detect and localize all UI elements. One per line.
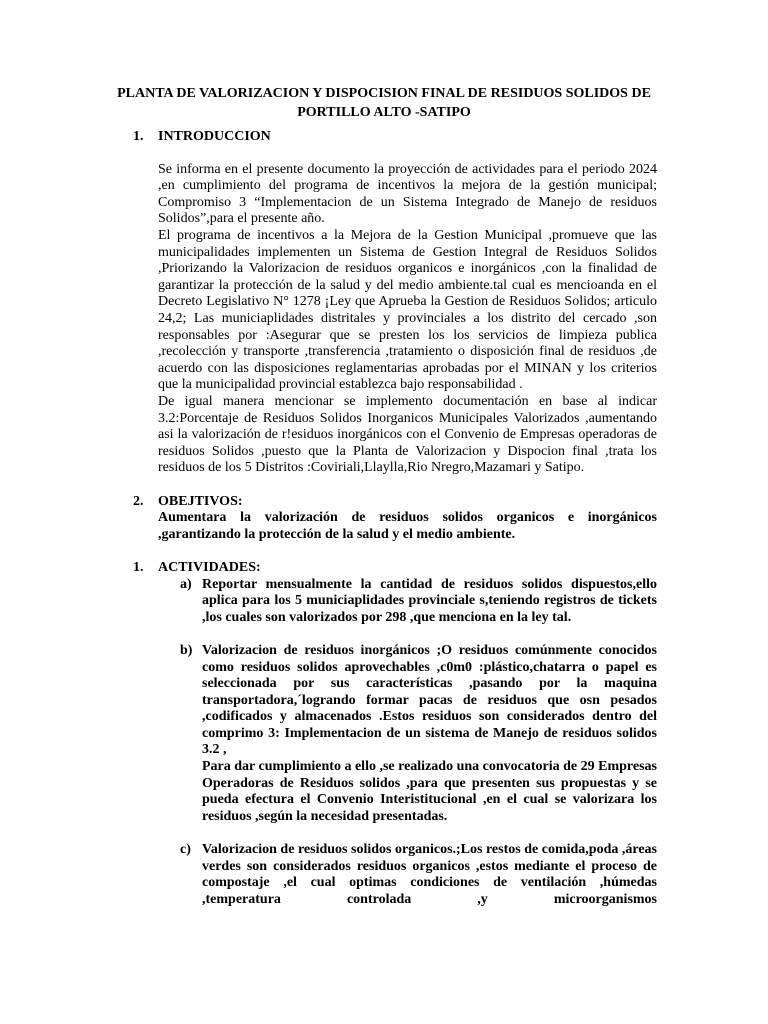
section-title: INTRODUCCION — [158, 128, 271, 144]
section-number: 1. — [133, 128, 144, 144]
section-title: ACTIVIDADES: — [158, 559, 261, 575]
section-title: OBEJTIVOS: — [158, 493, 243, 509]
section-body-introduccion — [158, 162, 657, 477]
section-heading-actividades — [133, 560, 657, 577]
activity-text — [202, 842, 657, 908]
activity-item-b — [180, 643, 657, 826]
paragraph: El programa de incentivos a la Mejora de la Gestion Municipal ,promueve que las municipalidades implementen un Sistema de Gestion Integral de Residuos Solidos ,Priorizando la Valorizacion de residuos organicos e inorgánicos ,con la finalidad de garantizar la protección de la salud y del medio ambiente.tal cual es mencioanda en el Decreto Legislativo N° 1278 ¡Ley que Aprueba la Gestion de Residuos Solidos; articulo 24,2; Las municiaplidades distritales y provinciales a los distrito del cercado ,son responsables por :Asegurar que se presten los los servicios de limpieza publica ,recolección y transporte ,transferencia ,tratamiento o disposición final de residuos ,de acuerdo con las disposiciones reglamentarias aprobadas por el MINAN y los criterios que la municipalidad provincial establezca bajo responsabilidad . — [158, 228, 657, 393]
paragraph: Se informa en el presente documento la proyección de actividades para el periodo 2024 ,en cumplimiento del programa de incentivos la mejora de la gestión municipal; Compromiso 3 “Implementacion de un Sistema Integrado de Manejo de residuos Solidos”,para el presente año. — [158, 161, 657, 227]
section-heading-introduccion — [133, 129, 657, 146]
list-marker: b) — [180, 642, 193, 658]
section-body-objetivos — [158, 510, 657, 543]
section-actividades — [133, 560, 657, 908]
objective-text: Aumentara la valorización de residuos solidos organicos e inorgánicos ,garantizando la protección de la salud y el medio ambiente. — [158, 510, 657, 542]
document-title: PLANTA DE VALORIZACION Y DISPOCISION FINAL DE RESIDUOS SOLIDOS DE PORTILLO ALTO -SATIPO — [117, 86, 651, 120]
list-marker: a) — [180, 576, 192, 592]
activity-list — [180, 577, 657, 909]
paragraph: Reportar mensualmente la cantidad de residuos solidos dispuestos,ello aplica para los 5 municiaplidades provinciale s,teniendo registros de tickets ,los cuales son valorizados por 298 ,que menciona en la ley tal. — [202, 576, 657, 625]
section-introduccion — [133, 129, 657, 477]
activity-item-a — [180, 577, 657, 627]
activity-item-c — [180, 842, 657, 908]
list-marker: c) — [180, 842, 191, 858]
section-heading-objetivos — [133, 494, 657, 511]
paragraph: Para dar cumplimiento a ello ,se realizado una convocatoria de 29 Empresas Operadoras de Residuos solidos ,para que presenten sus propuestas y se pueda efectura el Convenio Interistitucional ,en el cual se valorizara los residuos ,según la necesidad presentadas. — [202, 759, 657, 824]
activity-text — [202, 577, 657, 627]
activity-text — [202, 643, 657, 826]
section-number: 1. — [133, 559, 144, 575]
section-objetivos — [133, 494, 657, 544]
paragraph: De igual manera mencionar se implemento documentación en base al indicar 3.2:Porcentaje de Residuos Solidos Inorganicos Municipales Valorizados ,aumentando asi la valorización de r!esiduos inorgánicos con el Convenio de Empresas operadoras de residuos Solidos ,puesto que la Planta de Valorizacion y Dispocion final ,trata los residuos de los 5 Distritos :Coviriali,Llaylla,Rio Nregro,Mazamari y Satipo. — [158, 394, 657, 476]
section-number: 2. — [133, 493, 144, 509]
paragraph: Valorizacion de residuos inorgánicos ;O residuos comúnmente conocidos como residuos solidos aprovechables ,c0m0 :plástico,chatarra o papel es seleccionada por sus características ,pasando por la maquina transportadora,´logrando formar pacas de residuos que osn pesados ,codificados y almacenados .Estos residuos son considerados dentro del comprimo 3: Implementacion de un sistema de Manejo de residuos solidos 3.2 , — [202, 642, 657, 758]
paragraph: Valorizacion de residuos solidos organicos.;Los restos de comida,poda ,áreas verdes son considerados residuos organicos ,estos mediante el proceso de compostaje ,el cual optimas condiciones de ventilación ,húmedas ,temperatura controlada ,y microorganismos — [202, 842, 657, 907]
document-body — [133, 129, 657, 909]
